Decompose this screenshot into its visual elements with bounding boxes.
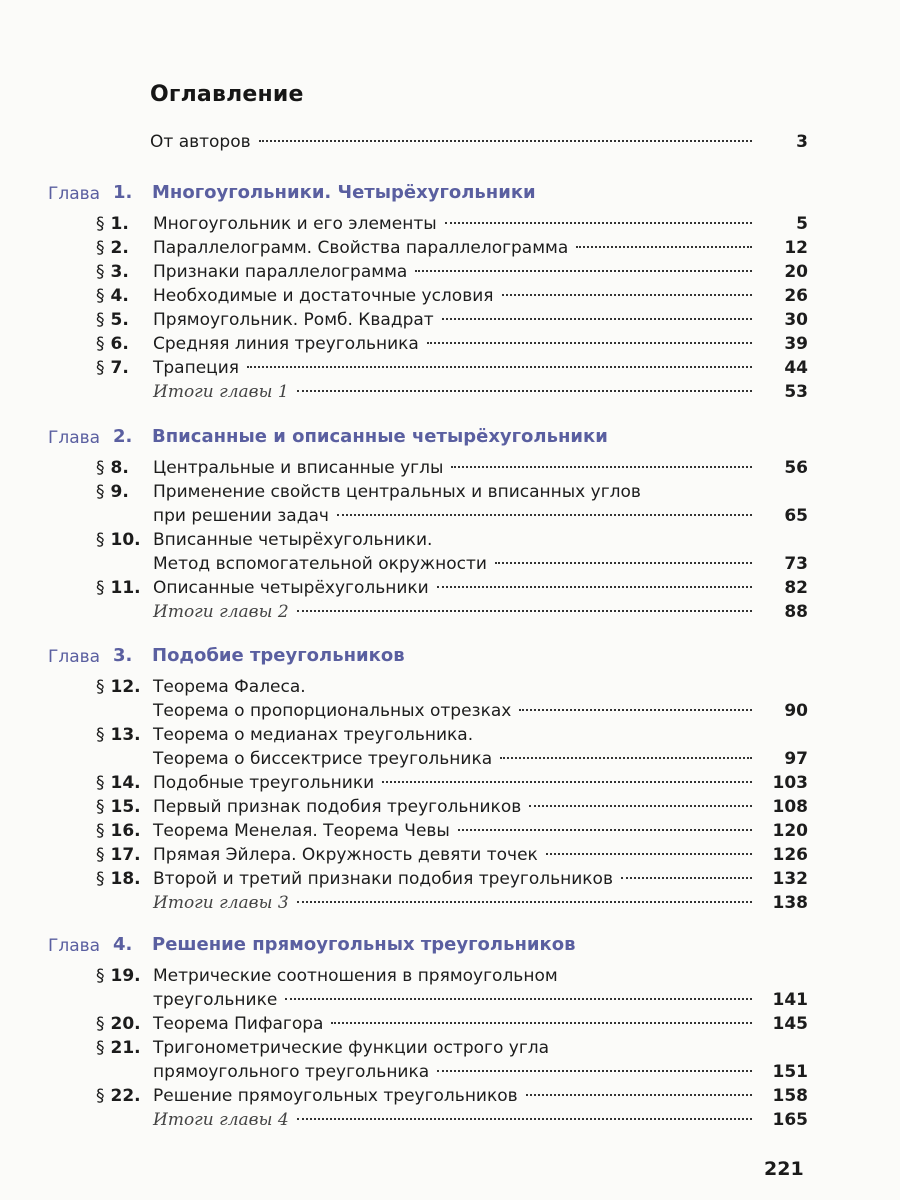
dot-leader [445,222,752,224]
section-symbol: § [96,1014,105,1034]
entry-page: 151 [772,1062,808,1082]
section-number [96,1036,148,1060]
entry-page: 132 [772,869,808,889]
chapter-title: Подобие треугольников [152,645,405,666]
chapter-summary[interactable] [0,1108,900,1132]
entry-title: Решение прямоугольных треугольников [153,1086,518,1106]
section-index: 11. [110,578,141,598]
section-index: 4. [110,286,129,306]
chapter-heading[interactable] [0,176,900,212]
section-number [96,723,148,747]
entry-title: Подобные треугольники [153,773,375,793]
section-number [96,308,148,332]
section-number [96,576,148,600]
entry-title: От авторов [150,132,251,152]
section-number [96,1084,148,1108]
section-index: 5. [110,310,129,330]
chapter-title: Многоугольники. Четырёхугольники [152,182,536,203]
section-symbol: § [96,578,105,598]
section-index: 7. [110,358,129,378]
dot-leader [297,901,752,903]
entry-page: 65 [784,506,808,526]
section-index: 3. [110,262,129,282]
section-symbol: § [96,334,105,354]
section-index: 12. [110,677,141,697]
section-index: 6. [110,334,129,354]
entry-page: 73 [784,554,808,574]
summary-title: Итоги главы 3 [153,893,289,913]
dot-leader [259,140,752,142]
entry-title: Средняя линия треугольника [153,334,419,354]
section-symbol: § [96,1038,105,1058]
section-number [96,332,148,356]
chapter-label: Глава [48,428,101,448]
entry-title: прямоугольного треугольника [153,1062,430,1082]
toc-entry[interactable] [0,1084,900,1108]
section-index: 15. [110,797,141,817]
toc-entry[interactable] [0,332,900,356]
section-symbol: § [96,214,105,234]
section-number [96,867,148,891]
toc-entry[interactable] [0,212,900,236]
chapter-heading[interactable] [0,639,900,675]
toc-entry[interactable] [0,480,900,528]
entry-page: 103 [772,773,808,793]
dot-leader [500,757,752,759]
summary-title: Итоги главы 2 [153,602,289,622]
dot-leader [519,709,752,711]
section-symbol: § [96,310,105,330]
chapter-heading[interactable] [0,420,900,456]
entry-title: Вписанные четырёхугольники. [153,530,433,550]
chapter-label: Глава [48,647,101,667]
toc-entry[interactable] [0,260,900,284]
toc-entry[interactable] [0,867,900,891]
dot-leader [576,246,752,248]
toc-entry[interactable] [0,528,900,576]
section-number [96,480,148,504]
chapter-number: 2. [113,426,133,447]
chapter-1 [0,176,900,404]
dot-leader [285,998,752,1000]
entry-title: Многоугольник и его элементы [153,214,437,234]
section-number [96,236,148,260]
chapter-number: 3. [113,645,133,666]
section-number [96,528,148,552]
entry-title: Параллелограмм. Свойства параллелограмма [153,238,569,258]
toc-entry[interactable] [0,308,900,332]
section-index: 8. [110,458,129,478]
entry-page: 145 [772,1014,808,1034]
dot-leader [297,390,752,392]
toc-entry[interactable] [0,456,900,480]
dot-leader [442,318,752,320]
entry-title: Теорема Менелая. Теорема Чевы [153,821,450,841]
section-index: 1. [110,214,129,234]
summary-title: Итоги главы 1 [153,382,289,402]
entry-title: Прямая Эйлера. Окружность девяти точек [153,845,538,865]
section-symbol: § [96,482,105,502]
entry-title: Первый признак подобия треугольников [153,797,522,817]
dot-leader [297,610,752,612]
section-symbol: § [96,821,105,841]
toc-entry[interactable] [0,1036,900,1084]
section-number [96,1012,148,1036]
entry-title: Необходимые и достаточные условия [153,286,494,306]
toc-entry[interactable] [0,356,900,380]
entry-title: Теорема о медианах треугольника. [153,725,474,745]
section-number [96,212,148,236]
page-number: 221 [764,1158,804,1180]
section-index: 2. [110,238,129,258]
dot-leader [502,294,753,296]
section-symbol: § [96,797,105,817]
section-number [96,675,148,699]
summary-page: 138 [772,893,808,913]
section-index: 9. [110,482,129,502]
dot-leader [529,805,752,807]
summary-page: 88 [784,602,808,622]
chapter-number: 4. [113,934,133,955]
summary-page: 53 [784,382,808,402]
chapter-label: Глава [48,184,101,204]
chapter-label: Глава [48,936,101,956]
dot-leader [247,366,752,368]
entry-title: Метрические соотношения в прямоугольном [153,966,558,986]
section-number [96,819,148,843]
entry-page: 97 [784,749,808,769]
entry-page: 44 [784,358,808,378]
section-number [96,843,148,867]
toc-entry[interactable] [0,675,900,723]
section-index: 10. [110,530,141,550]
entry-page: 12 [784,238,808,258]
section-index: 14. [110,773,141,793]
section-number [96,356,148,380]
chapter-title: Вписанные и описанные четырёхугольники [152,426,608,447]
dot-leader [382,781,752,783]
section-index: 19. [110,966,141,986]
dot-leader [437,586,752,588]
entry-page: 26 [784,286,808,306]
entry-title: Прямоугольник. Ромб. Квадрат [153,310,434,330]
dot-leader [427,342,752,344]
section-symbol: § [96,725,105,745]
toc-entry[interactable] [0,236,900,260]
chapter-summary[interactable] [0,891,900,915]
section-symbol: § [96,262,105,282]
section-number [96,771,148,795]
entry-page: 82 [784,578,808,598]
entry-page: 141 [772,990,808,1010]
toc-entry[interactable] [0,576,900,600]
summary-page: 165 [772,1110,808,1130]
dot-leader [415,270,752,272]
entry-page: 158 [772,1086,808,1106]
dot-leader [337,514,752,516]
toc-entry[interactable] [0,1012,900,1036]
entry-page: 120 [772,821,808,841]
section-symbol: § [96,458,105,478]
entry-page: 90 [784,701,808,721]
chapter-2 [0,420,900,624]
entry-page: 108 [772,797,808,817]
entry-title: Метод вспомогательной окружности [153,554,487,574]
section-symbol: § [96,773,105,793]
entry-title: Трапеция [153,358,240,378]
entry-title: Теорема Пифагора [153,1014,324,1034]
toc-entry[interactable] [0,964,900,1012]
entry-title: Тригонометрические функции острого угла [153,1038,550,1058]
section-symbol: § [96,238,105,258]
toc-entry[interactable] [0,284,900,308]
entry-title: Центральные и вписанные углы [153,458,444,478]
section-number [96,284,148,308]
dot-leader [437,1070,752,1072]
toc-entry[interactable] [0,819,900,843]
chapter-number: 1. [113,182,133,203]
summary-title: Итоги главы 4 [153,1110,289,1130]
entry-page: 126 [772,845,808,865]
chapter-summary[interactable] [0,380,900,404]
toc-entry[interactable] [0,795,900,819]
section-number [96,964,148,988]
dot-leader [546,853,752,855]
section-index: 21. [110,1038,141,1058]
section-number [96,456,148,480]
entry-title: треугольнике [153,990,278,1010]
entry-title: Применение свойств центральных и вписанных углов [153,482,641,502]
section-index: 17. [110,845,141,865]
entry-title: при решении задач [153,506,329,526]
entry-title: Теорема Фалеса. [153,677,306,697]
section-symbol: § [96,530,105,550]
toc-entry[interactable] [0,843,900,867]
page-title: Оглавление [150,82,304,107]
section-index: 18. [110,869,141,889]
section-symbol: § [96,845,105,865]
section-symbol: § [96,358,105,378]
section-symbol: § [96,677,105,697]
entry-title: Теорема о биссектрисе треугольника [153,749,493,769]
chapter-3 [0,639,900,915]
chapter-title: Решение прямоугольных треугольников [152,934,576,955]
entry-page: 5 [796,214,808,234]
section-number [96,795,148,819]
chapter-4 [0,928,900,1132]
entry-title: Теорема о пропорциональных отрезках [153,701,512,721]
entry-title: Описанные четырёхугольники [153,578,429,598]
section-symbol: § [96,966,105,986]
dot-leader [331,1022,752,1024]
entry-title: Признаки параллелограмма [153,262,408,282]
dot-leader [621,877,752,879]
toc-entry[interactable] [0,771,900,795]
dot-leader [458,829,752,831]
entry-page: 3 [796,132,808,152]
dot-leader [526,1094,752,1096]
section-symbol: § [96,1086,105,1106]
entry-page: 20 [784,262,808,282]
foreword-entry[interactable] [150,130,808,154]
dot-leader [297,1118,752,1120]
section-symbol: § [96,869,105,889]
toc-entry[interactable] [0,723,900,771]
entry-title: Второй и третий признаки подобия треугольников [153,869,613,889]
entry-page: 56 [784,458,808,478]
dot-leader [495,562,752,564]
chapter-heading[interactable] [0,928,900,964]
section-index: 22. [110,1086,141,1106]
section-number [96,260,148,284]
section-symbol: § [96,286,105,306]
section-index: 16. [110,821,141,841]
entry-page: 39 [784,334,808,354]
section-index: 20. [110,1014,141,1034]
chapter-summary[interactable] [0,600,900,624]
dot-leader [451,466,752,468]
entry-page: 30 [784,310,808,330]
section-index: 13. [110,725,141,745]
